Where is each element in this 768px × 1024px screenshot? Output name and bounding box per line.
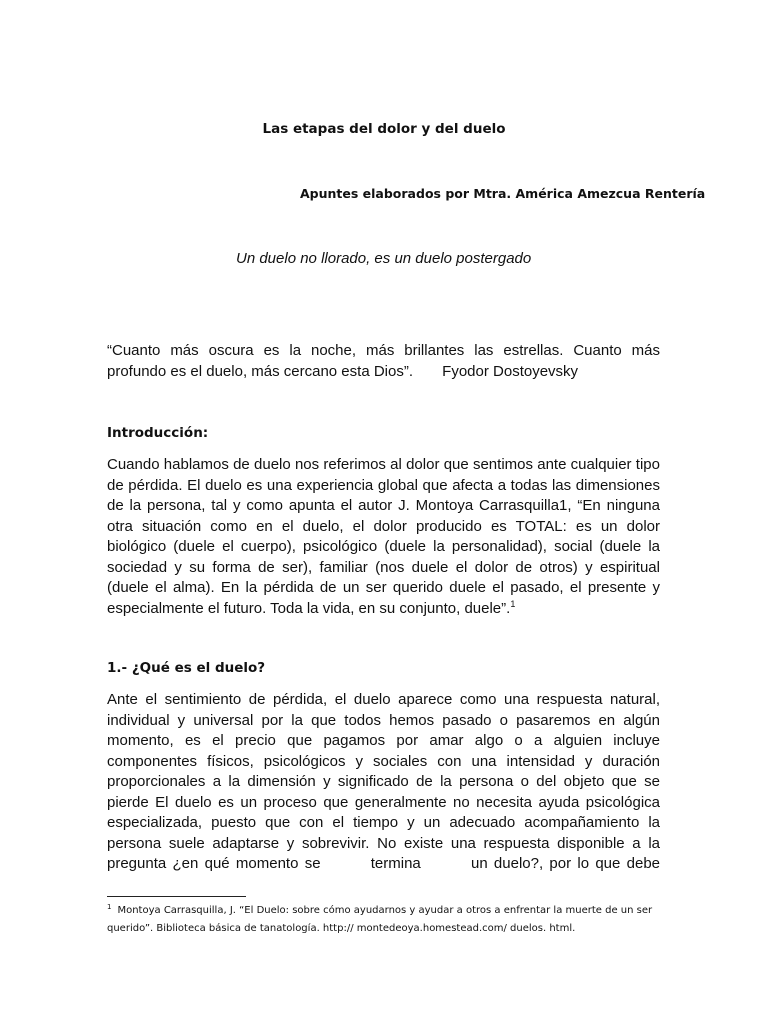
- footnote-line: [107, 902, 660, 920]
- quote-line: profundo es el duelo, más cercano esta Dios”. Fyodor Dostoyevsky: [107, 362, 579, 380]
- paragraph-line: sociedad y su forma de ser), familiar (nos duele el dolor de otros) y espiritual: [107, 558, 660, 576]
- intro-heading: Introducción:: [107, 425, 209, 441]
- author-line: Apuntes elaborados por Mtra. América Amezcua Rentería: [300, 186, 706, 201]
- footnote-reference[interactable]: 1: [510, 598, 516, 609]
- epigraph-quote: [107, 341, 660, 382]
- footnote-separator: [107, 896, 246, 897]
- paragraph-line: de pérdida. El duelo es una experiencia global que afecta a todas las dimensiones: [107, 476, 660, 494]
- paragraph-line: Ante el sentimiento de pérdida, el duelo aparece como una respuesta natural,: [107, 691, 660, 708]
- footnote: [107, 902, 660, 938]
- paragraph-line-last: [107, 599, 660, 620]
- section-paragraph: [107, 690, 660, 875]
- paragraph-line: individual y universal por la que todos hemos pasado o pasaremos en algún: [107, 711, 660, 729]
- paragraph-line: proporcionales a la dimensión y significado de la persona o del objeto que se: [107, 773, 660, 790]
- motto: Un duelo no llorado, es un duelo postergado: [236, 250, 532, 267]
- paragraph-line: otra situación como en el duelo, el dolor producido es TOTAL: es un dolor: [107, 517, 660, 535]
- paragraph-line: biológico (duele el cuerpo), psicológico (duele la personalidad), social (duele la: [107, 538, 660, 555]
- document-title: Las etapas del dolor y del duelo: [262, 121, 506, 137]
- paragraph-line: Cuando hablamos de duelo nos referimos al dolor que sentimos ante cualquier tipo: [107, 456, 660, 473]
- paragraph-line: pregunta ¿en qué momento se termina un duelo?, por lo que debe: [107, 855, 660, 872]
- paragraph-line: componentes físicos, psicológicos y sociales con una intensidad y duración: [107, 752, 660, 770]
- paragraph-line: de la persona, tal y como apunta el autor J. Montoya Carrasquilla1, “En ninguna: [107, 497, 660, 514]
- section-heading: 1.- ¿Qué es el duelo?: [107, 660, 266, 676]
- paragraph-line: momento, es el precio que pagamos por amar algo o a alguien incluye: [107, 732, 660, 749]
- footnote-text: Montoya Carrasquilla, J. “El Duelo: sobre cómo ayudarnos y ayudar a otros a enfrentar la muerte de un ser: [117, 905, 653, 916]
- footnote-mark: 1: [107, 902, 112, 911]
- paragraph-line: especializada, puesto que con el tiempo y un adecuado acompañamiento la: [107, 814, 660, 831]
- paragraph-line-text: especialmente el futuro. Toda la vida, en su conjunto, duele”.: [107, 599, 511, 617]
- paragraph-line: persona suele adaptarse y sobrevivir. No existe una respuesta disponible a la: [107, 834, 660, 852]
- paragraph-line: (duele el alma). En la pérdida de un ser querido duele el pasado, el presente y: [107, 579, 660, 596]
- quote-line: “Cuanto más oscura es la noche, más brillantes las estrellas. Cuanto más: [107, 342, 660, 359]
- footnote-line: querido”. Biblioteca básica de tanatología. http:// montedeoya.homestead.com/ duelos. html.: [107, 923, 576, 934]
- paragraph-line: pierde El duelo es un proceso que generalmente no necesita ayuda psicológica: [107, 793, 660, 811]
- intro-paragraph: [107, 455, 660, 619]
